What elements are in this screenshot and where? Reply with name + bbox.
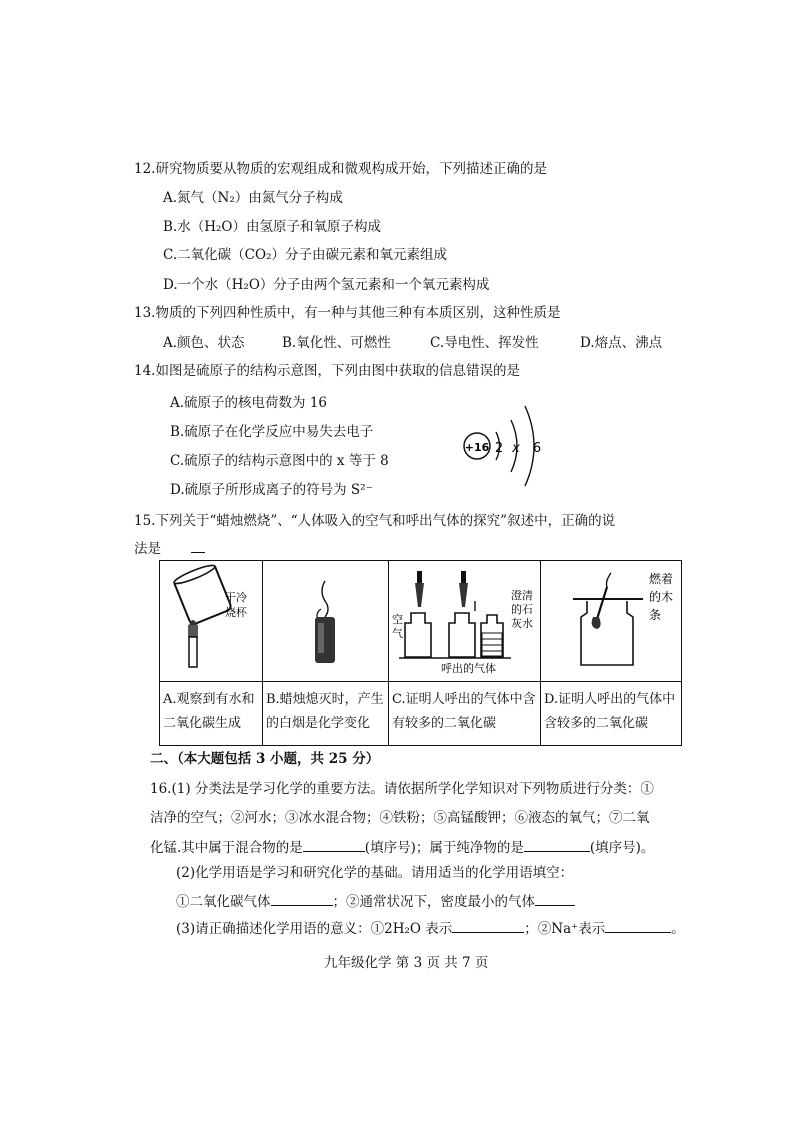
q16-p3-tail: 。 xyxy=(671,921,685,937)
label-burning-splint-2: 的木 xyxy=(649,590,674,604)
q15-stem-text: 法是 xyxy=(134,541,161,557)
q13-option-d: D.熔点、沸点 xyxy=(580,335,663,351)
q14-option-a: A.硫原子的核电荷数为 16 xyxy=(170,395,328,411)
nucleus-charge: +16 xyxy=(464,441,490,454)
q16-na-blank[interactable] xyxy=(605,918,671,933)
q16-pure-prompt: (填序号)；属于纯净物的是 xyxy=(364,840,524,856)
q12-option-b: B.水（H₂O）由氢原子和氧原子构成 xyxy=(163,219,381,235)
q16-mixture-blank[interactable] xyxy=(303,837,365,852)
figure-a-beaker-over-candle xyxy=(160,561,260,677)
q16-p1-line1: 16.(1) 分类法是学习化学的重要方法。请依据所学化学知识对下列物质进行分类：① xyxy=(150,781,654,797)
q16-lightest-gas-prompt: ；②通常状况下，密度最小的气体 xyxy=(332,894,535,910)
label-exhaled-gas: 呼出的气体 xyxy=(441,662,496,675)
q12-option-c: C.二氧化碳（CO₂）分子由碳元素和氧元素组成 xyxy=(163,247,447,263)
q16-p1-line3 xyxy=(150,837,654,857)
q14-option-c: C.硫原子的结构示意图中的 x 等于 8 xyxy=(170,453,389,469)
q15-figure-table xyxy=(159,560,682,746)
q14-option-d: D.硫原子所形成离子的符号为 S²⁻ xyxy=(170,482,373,498)
label-air-1: 空 xyxy=(392,613,403,626)
shell-3-electrons: 6 xyxy=(532,441,542,456)
q16-p2-line2 xyxy=(176,891,575,911)
q12-option-d: D.一个水（H₂O）分子由两个氢元素和一个氧元素构成 xyxy=(163,277,490,293)
label-burning-splint-1: 燃着 xyxy=(649,572,674,586)
caption-c: C.证明人呼出的气体中含有较多的二氧化碳 xyxy=(389,682,541,746)
q16-pure-blank[interactable] xyxy=(524,837,590,852)
q12-stem: 12.研究物质要从物质的宏观组成和微观构成开始，下列描述正确的是 xyxy=(134,161,547,177)
q13-option-a: A.颜色、状态 xyxy=(163,335,245,351)
label-burning-splint-3: 条 xyxy=(649,608,662,622)
figure-d-cell xyxy=(541,561,682,682)
label-dry-cold-beaker-1: 干冷 xyxy=(225,591,247,604)
q14-stem: 14.如图是硫原子的结构示意图，下列由图中获取的信息错误的是 xyxy=(134,363,520,379)
figure-c-cell xyxy=(389,561,541,682)
q16-p2-line1: (2)化学用语是学习和研究化学的基础。请用适当的化学用语填空： xyxy=(176,865,574,881)
q16-lightest-gas-blank[interactable] xyxy=(535,891,575,906)
figure-b-candle-smoke xyxy=(263,561,387,677)
label-dry-cold-beaker-2: 烧杯 xyxy=(225,606,247,619)
label-limewater-3: 灰水 xyxy=(511,617,533,630)
shell-2-electrons: x xyxy=(512,441,520,456)
q16-2h2o-blank[interactable] xyxy=(452,918,524,933)
q12-option-a: A.氮气（N₂）由氮气分子构成 xyxy=(163,190,343,206)
q15-answer-blank[interactable] xyxy=(191,538,205,553)
q16-co2-prompt: ①二氧化碳气体 xyxy=(176,894,271,910)
q15-stem-line2 xyxy=(134,538,205,558)
caption-d: D.证明人呼出的气体中含较多的二氧化碳 xyxy=(541,682,682,746)
q16-p3-line xyxy=(176,918,685,938)
q16-mixture-prompt: 化锰.其中属于混合物的是 xyxy=(150,840,303,856)
caption-a: A.观察到有水和二氧化碳生成 xyxy=(160,682,263,746)
q14-option-b: B.硫原子在化学反应中易失去电子 xyxy=(170,424,374,440)
q15-stem-line1: 15.下列关于“蜡烛燃烧”、“人体吸入的空气和呼出气体的探究”叙述中，正确的说 xyxy=(134,513,616,529)
q13-option-b: B.氧化性、可燃性 xyxy=(282,335,391,351)
q16-p1-line2: 洁净的空气；②河水；③冰水混合物；④铁粉；⑤高锰酸钾；⑥液态的氧气；⑦二氧 xyxy=(150,810,650,826)
section-2-title: 二、（本大题包括 3 小题，共 25 分） xyxy=(150,751,380,767)
q13-stem: 13.物质的下列四种性质中，有一种与其他三种有本质区别，这种性质是 xyxy=(134,305,561,321)
caption-b: B.蜡烛熄灭时，产生的白烟是化学变化 xyxy=(263,682,389,746)
label-limewater-1: 澄清 xyxy=(511,589,533,602)
figure-a-cell xyxy=(160,561,263,682)
q16-2h2o-prompt: (3)请正确描述化学用语的意义：①2H₂O 表示 xyxy=(176,921,453,937)
figure-c-dropper-bottles xyxy=(389,561,539,677)
shell-1-electrons: 2 xyxy=(494,441,504,456)
label-limewater-2: 的石 xyxy=(511,603,533,616)
sulfur-atom-diagram xyxy=(455,396,565,496)
figure-d-burning-splint xyxy=(541,561,681,677)
label-air-2: 气 xyxy=(392,627,403,640)
q16-na-prompt: ；②Na⁺表示 xyxy=(524,921,606,937)
q13-option-c: C.导电性、挥发性 xyxy=(430,335,539,351)
figure-b-cell xyxy=(263,561,389,682)
page-footer: 九年级化学 第 3 页 共 7 页 xyxy=(324,955,489,971)
q16-p1-tail: (填序号)。 xyxy=(589,840,655,856)
q16-co2-blank[interactable] xyxy=(271,891,333,906)
